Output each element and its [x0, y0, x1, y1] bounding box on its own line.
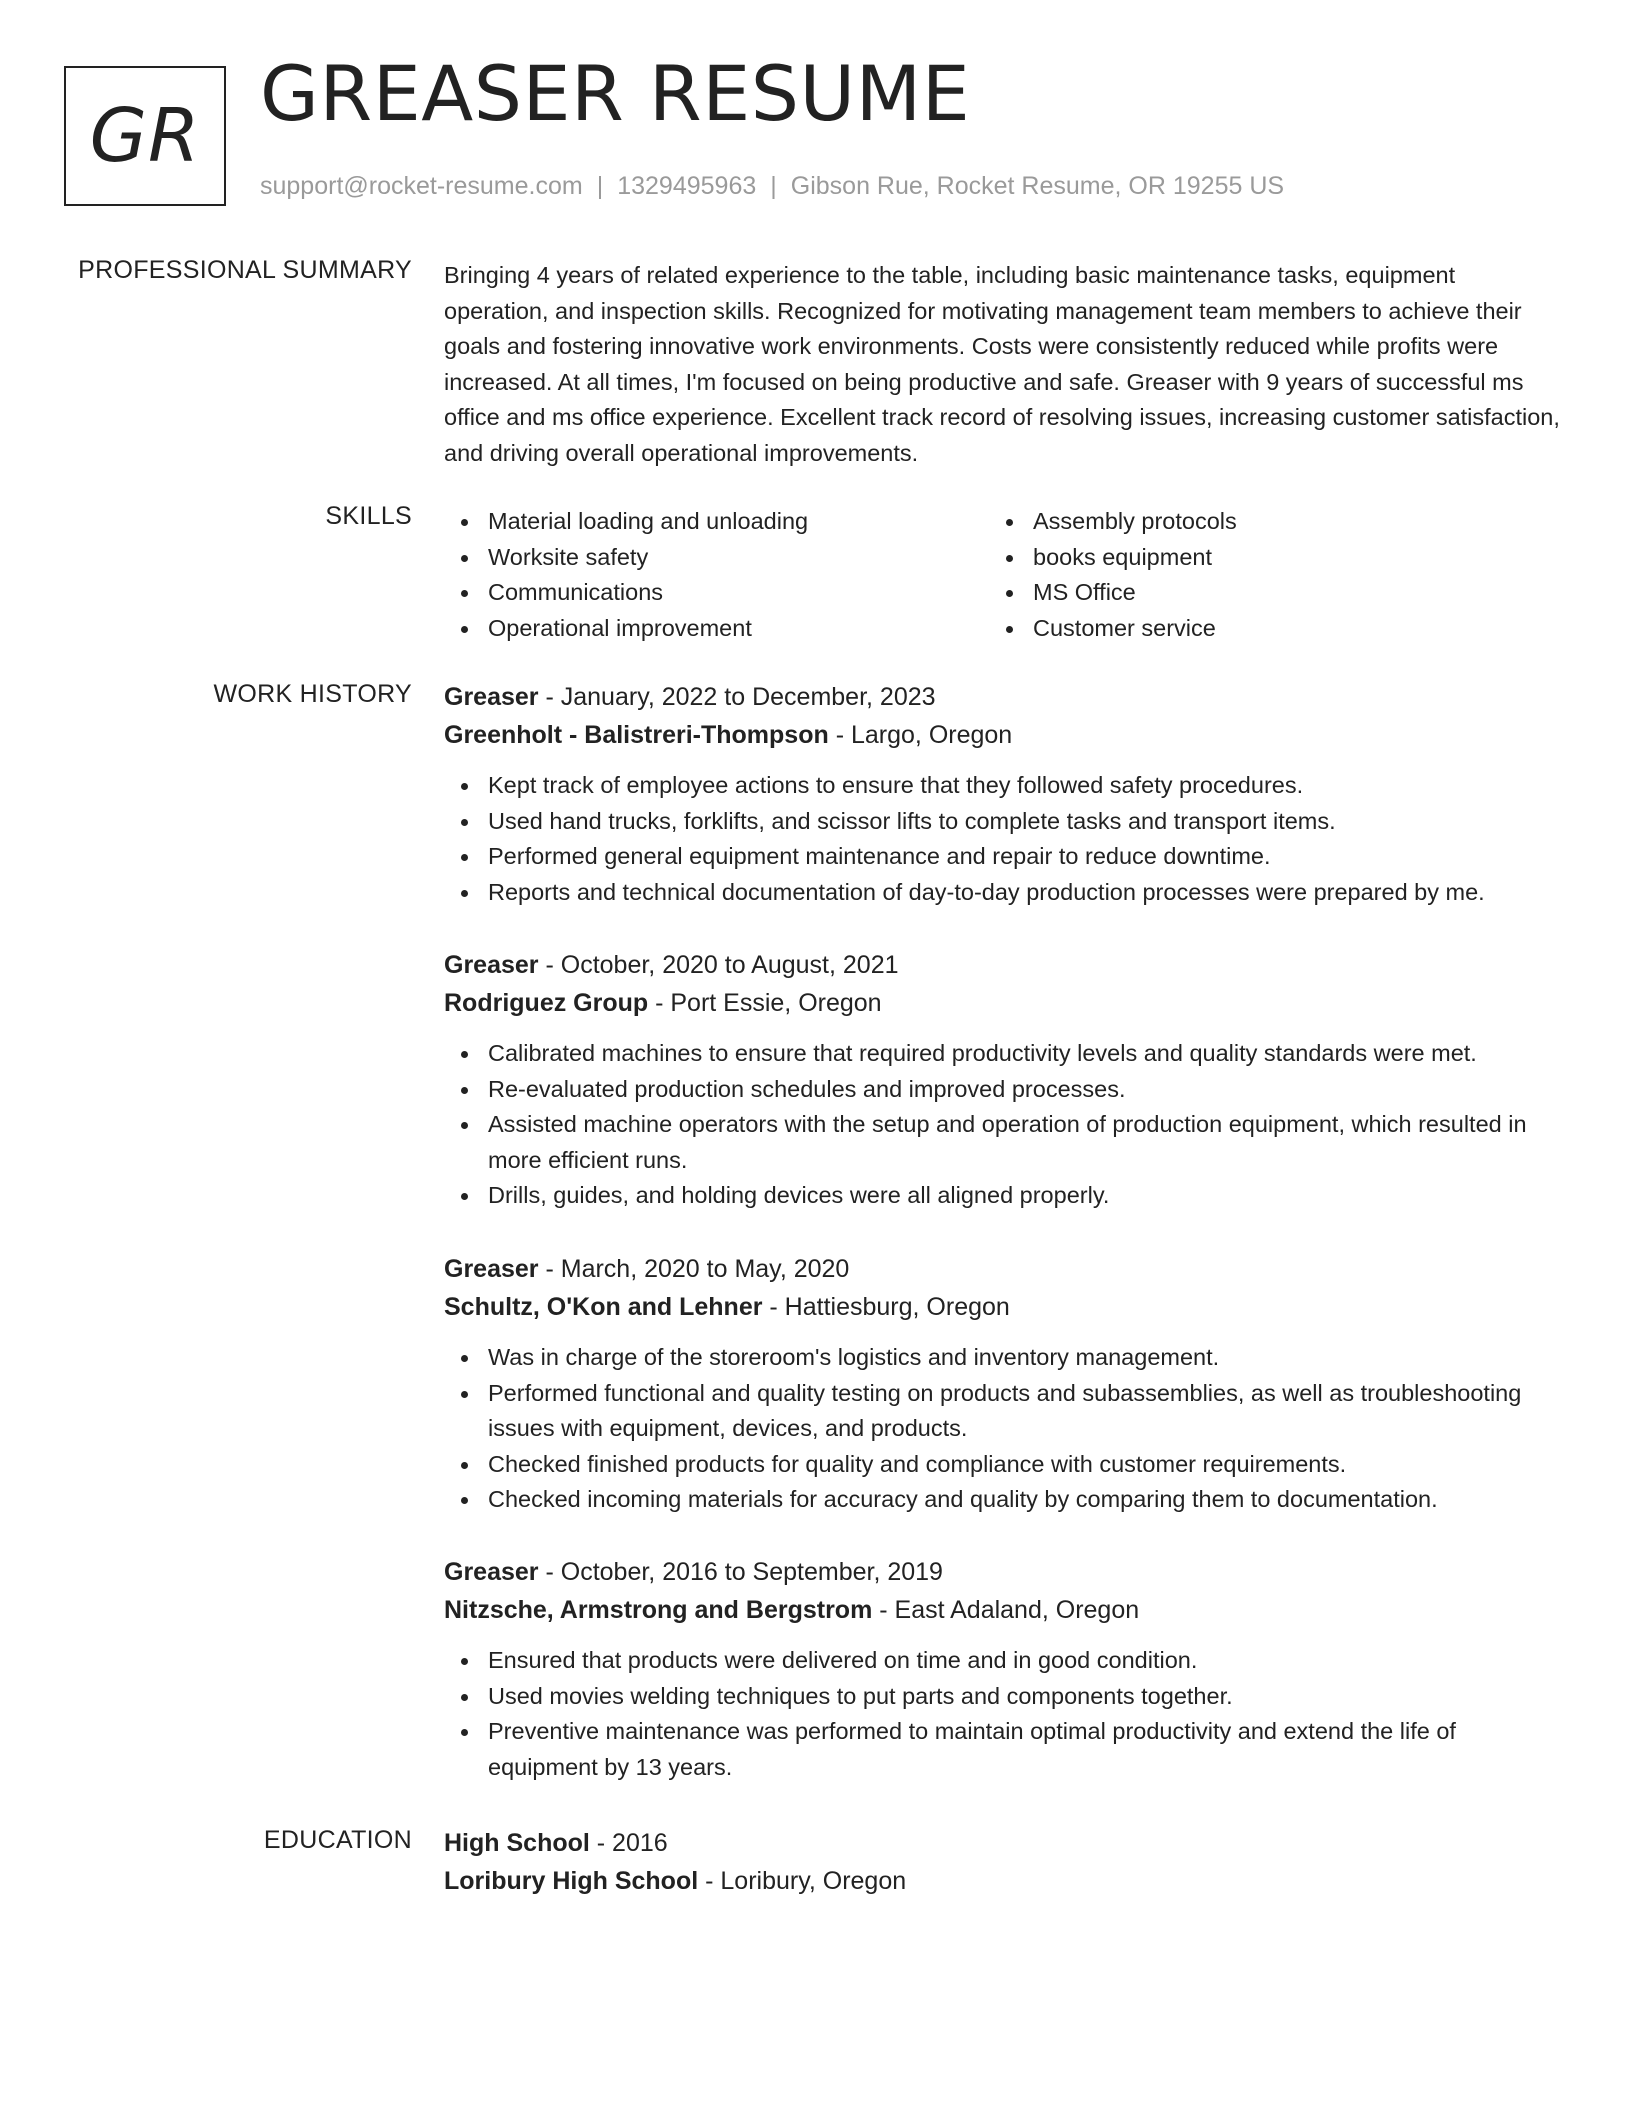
job-company-line	[444, 1288, 1564, 1326]
job-bullet: Was in charge of the storeroom's logistics and inventory management.	[488, 1340, 1564, 1376]
job-dates: - January, 2022 to December, 2023	[538, 683, 936, 711]
job-location: - Hattiesburg, Oregon	[762, 1293, 1010, 1321]
job-bullets	[444, 1036, 1564, 1214]
skill-item: Material loading and unloading	[488, 504, 989, 540]
skill-item: Assembly protocols	[1033, 504, 1534, 540]
resume-name: GREASER RESUME	[260, 49, 971, 138]
contact-separator: |	[770, 172, 777, 200]
job-entry	[444, 946, 1564, 1214]
job-bullet: Preventive maintenance was performed to maintain optimal productivity and extend the life of equipment by 13 years.	[488, 1714, 1564, 1785]
job-company: Schultz, O'Kon and Lehner	[444, 1293, 763, 1321]
summary-body	[444, 258, 1564, 472]
job-bullet: Performed functional and quality testing on products and subassemblies, as well as troubleshooting issues with equipment, devices, and products.	[488, 1376, 1564, 1447]
job-company: Rodriguez Group	[444, 989, 649, 1017]
monogram-initials: GR	[89, 93, 201, 179]
job-bullets	[444, 1340, 1564, 1518]
job-bullet: Used movies welding techniques to put parts and components together.	[488, 1679, 1564, 1715]
education-school-line	[444, 1862, 1564, 1900]
skill-item: Communications	[488, 575, 989, 611]
contact-address: Gibson Rue, Rocket Resume, OR 19255 US	[790, 172, 1285, 200]
education-location: - Loribury, Oregon	[698, 1867, 907, 1895]
job-company-line	[444, 984, 1564, 1022]
skill-item: Customer service	[1033, 611, 1534, 647]
education-label: EDUCATION	[263, 1826, 412, 1854]
job-bullet: Drills, guides, and holding devices were all aligned properly.	[488, 1178, 1564, 1214]
job-bullet: Used hand trucks, forklifts, and scissor lifts to complete tasks and transport items.	[488, 804, 1564, 840]
education-degree: High School	[444, 1829, 590, 1857]
job-entry	[444, 1250, 1564, 1518]
job-title: Greaser	[444, 951, 539, 979]
job-title-line	[444, 1250, 1564, 1288]
skill-item: Worksite safety	[488, 540, 989, 576]
job-title: Greaser	[444, 683, 539, 711]
skills-column-right	[989, 504, 1534, 646]
job-bullet: Reports and technical documentation of day-to-day production processes were prepared by me.	[488, 875, 1564, 911]
job-bullets	[444, 1643, 1564, 1785]
skill-item: books equipment	[1033, 540, 1534, 576]
job-company: Greenholt - Balistreri-Thompson	[444, 721, 829, 749]
education-degree-line	[444, 1824, 1564, 1862]
job-entry	[444, 1553, 1564, 1785]
job-bullet: Kept track of employee actions to ensure that they followed safety procedures.	[488, 768, 1564, 804]
work-history-label: WORK HISTORY	[213, 680, 412, 708]
job-dates: - October, 2016 to September, 2019	[538, 1558, 943, 1586]
job-bullet: Ensured that products were delivered on time and in good condition.	[488, 1643, 1564, 1679]
job-title: Greaser	[444, 1255, 539, 1283]
job-company-line	[444, 1591, 1564, 1629]
job-bullet: Performed general equipment maintenance and repair to reduce downtime.	[488, 839, 1564, 875]
job-location: - Largo, Oregon	[828, 721, 1013, 749]
education-school: Loribury High School	[444, 1867, 699, 1895]
job-title-line	[444, 1553, 1564, 1591]
job-bullet: Calibrated machines to ensure that required productivity levels and quality standards were met.	[488, 1036, 1564, 1072]
contact-email: support@rocket-resume.com	[260, 172, 583, 200]
skills-label: SKILLS	[325, 502, 412, 530]
skills-column-left	[444, 504, 989, 646]
job-bullets	[444, 768, 1564, 910]
skills-body	[444, 504, 1564, 646]
contact-phone: 1329495963	[617, 172, 757, 200]
job-bullet: Checked incoming materials for accuracy and quality by comparing them to documentation.	[488, 1482, 1564, 1518]
job-location: - East Adaland, Oregon	[872, 1596, 1140, 1624]
summary-text: Bringing 4 years of related experience to the table, including basic maintenance tasks, equipment operation, and inspection skills. Recognized for motivating management team members to achieve their goals and fostering innovative work environments. Costs were consistently reduced while profits were increased. At all times, I'm focused on being productive and safe. Greaser with 9 years of successful ms office and ms office experience. Excellent track record of resolving issues, increasing customer satisfaction, and driving overall operational improvements.	[444, 262, 1560, 466]
job-bullet: Checked finished products for quality and compliance with customer requirements.	[488, 1447, 1564, 1483]
job-dates: - October, 2020 to August, 2021	[538, 951, 899, 979]
job-entry	[444, 678, 1564, 910]
contact-line	[260, 172, 1284, 201]
job-title: Greaser	[444, 1558, 539, 1586]
job-bullet: Assisted machine operators with the setup and operation of production equipment, which resulted in more efficient runs.	[488, 1107, 1564, 1178]
job-company: Nitzsche, Armstrong and Bergstrom	[444, 1596, 873, 1624]
education-section	[0, 1826, 1632, 1916]
contact-separator: |	[596, 172, 604, 200]
skill-item: MS Office	[1033, 575, 1534, 611]
job-title-line	[444, 946, 1564, 984]
skill-item: Operational improvement	[488, 611, 989, 647]
job-bullet: Re-evaluated production schedules and improved processes.	[488, 1072, 1564, 1108]
job-company-line	[444, 716, 1564, 754]
education-body	[444, 1824, 1564, 1900]
monogram-box	[64, 66, 226, 206]
job-dates: - March, 2020 to May, 2020	[538, 1255, 850, 1283]
skills-grid	[444, 504, 1564, 646]
job-location: - Port Essie, Oregon	[648, 989, 882, 1017]
job-title-line	[444, 678, 1564, 716]
education-year: - 2016	[589, 1829, 668, 1857]
summary-label: PROFESSIONAL SUMMARY	[78, 256, 412, 284]
